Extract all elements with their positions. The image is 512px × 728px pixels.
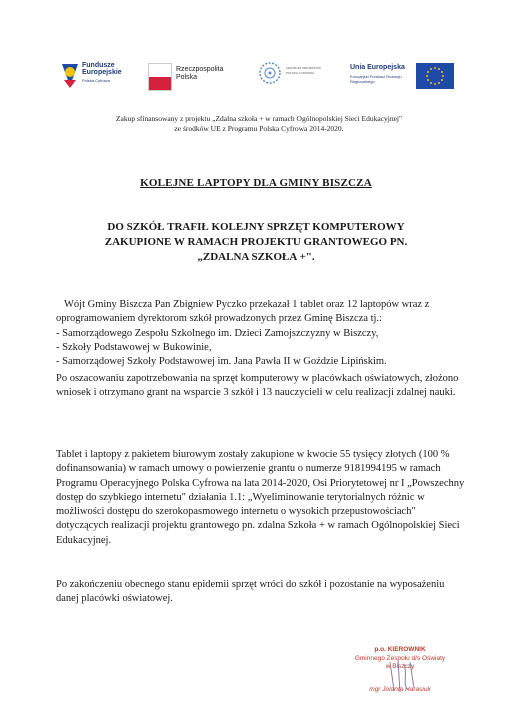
cyber-emblem-icon [258,58,282,88]
list-item: - Samorządowego Zespołu Szkolnego im. Dzieci Zamojszczyzny w Biszczy, [56,327,379,339]
paragraph-handover [56,298,466,369]
rzeczpospolita-logo [148,58,228,94]
stamp-institution: Gminnego Zespołu d/s Oświaty [354,654,446,662]
paragraph-after-epidemic: Po zakończeniu obecnego stanu epidemii sprzęt wróci do szkół i pozostanie na wyposażeniu danej placówki oświatowej. [56,579,445,605]
funding-line-1: Zakup sfinansowany z projektu „Zdalna szkoła + w ramach Ogólnopolskiej Sieci Edukacyjnej" [115,114,403,123]
paragraph-financing: Tablet i laptopy z pakietem biurowym zostały zakupione w kwocie 55 tysięcy złotych (100 % dofinansowania) w ramach umowy o powierzenie grantu o numerze 9181994195 w ramach Programu Operacyjnego Polska Cyfrowa na lata 2014-2020, Osi Priorytetowej nr I „Powszechny dostęp do szybkiego internetu" działania 1.1: „Wyeliminowanie terytorialnych różnic w możliwości dostępu do szerokopasmowego internetu o wysokich przepustowościach" dotyczących realizacji projektu grantowego pn. zdalna Szkoła + w ramach Ogólnopolskiej Sieci Edukacyjnej. [56,449,465,546]
document-title: KOLEJNE LAPTOPY DLA GMINY BISZCZA [140,177,372,189]
centrum-label: CENTRUM PROJEKTÓW POLSKA CYFROWA [286,66,321,75]
handwritten-signature [384,656,424,696]
stamp-location: w Biszczy [385,663,415,670]
list-item: - Szkoły Podstawowej w Bukowinie, [56,341,212,353]
funding-note [60,114,458,134]
funding-line-2: ze środków UE z Programu Polska Cyfrowa 2014-2020. [174,124,344,133]
unia-europejska-logo [350,58,458,94]
centrum-projektow-logo [258,58,338,94]
document-subtitle: DO SZKÓŁ TRAFIŁ KOLEJNY SPRZĘT KOMPUTEROWY ZAKUPIONE W RAMACH PROJEKTU GRANTOWEGO PN. „ZDALNA SZKOŁA +". [104,221,408,263]
eu-flag-icon [416,63,454,89]
paragraph-grant: Po oszacowaniu zapotrzebowania na sprzęt komputerowy w placówkach oświatowych, złożono wniosek i otrzymano grant na wsparcie 3 szkół i 13 nauczycieli w celu realizacji zdalnej nauki. [56,373,459,399]
polska-cyfrowa-label: Polska Cyfrowa [82,78,110,83]
paragraph-handover-text: Wójt Gminy Biszcza Pan Zbigniew Pyczko przekazał 1 tablet oraz 12 laptopów wraz z oprogramowaniem dyrektorom szkół prowadzonych przez Gminę Biszcza tj.: [56,299,430,325]
fundusze-europejskie-icon [60,60,80,90]
fundusze-europejskie-logo [60,58,140,94]
polish-flag-icon [148,63,172,91]
stamp-role: p.o. KIEROWNIK [374,646,426,653]
logo-bar [60,58,458,94]
efrr-label: Europejski Fundusz Rozwoju Regionalnego [350,74,402,84]
rzeczpospolita-label: Rzeczpospolita Polska [176,66,224,81]
stamp-name: mgr Jolanta Harasiuk [369,685,431,693]
ue-label: Unia Europejska [350,64,405,71]
fundusze-label: Fundusze Europejskie [82,62,122,76]
list-item: - Samorządowej Szkoły Podstawowej im. Jana Pawła II w Goździe Lipińskim. [56,356,387,368]
